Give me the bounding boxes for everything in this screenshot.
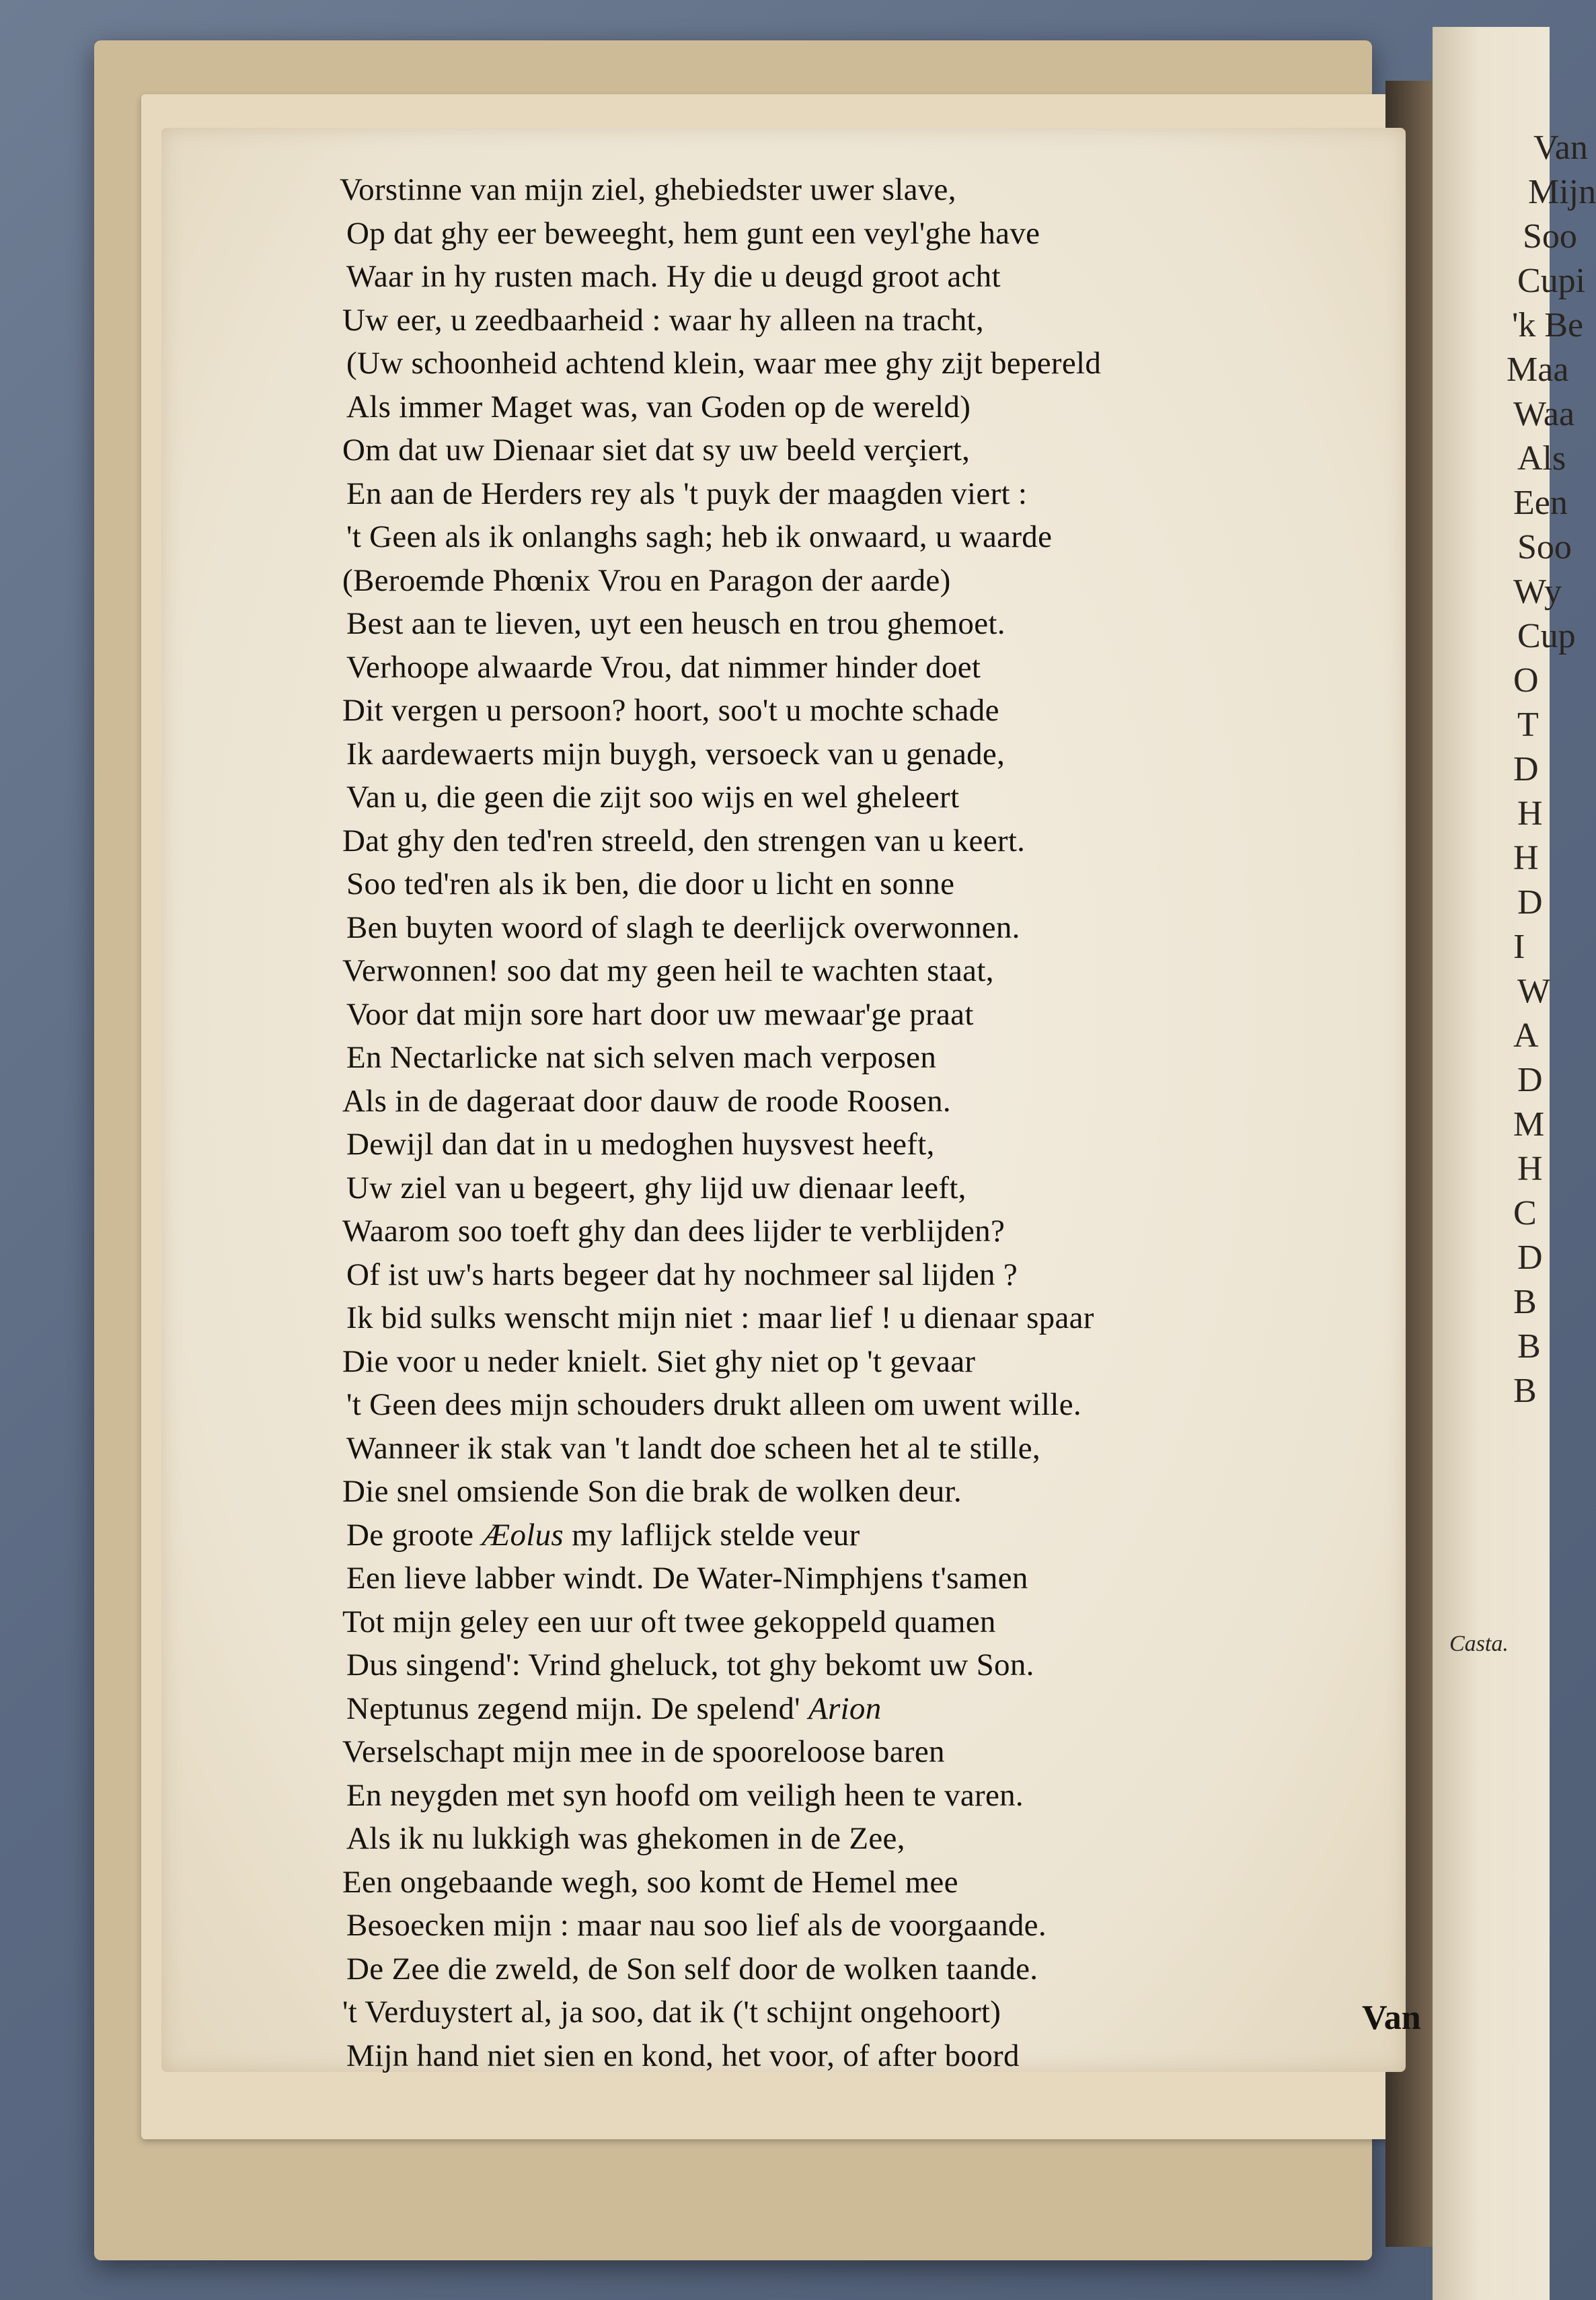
verse-line: De Zee die zweld, de Son self door de wolken taande.: [346, 1951, 1038, 1987]
facing-page-fragment: T: [1517, 706, 1539, 744]
facing-page-fragment: O: [1513, 661, 1539, 700]
facing-page-fragment: Van: [1533, 128, 1588, 167]
verse-line: Ik bid sulks wenscht mijn niet : maar lief ! u dienaar spaar: [346, 1300, 1094, 1335]
verse-line: 't Verduystert al, ja soo, dat ik ('t schijnt ongehoort): [342, 1995, 1001, 2030]
facing-page-fragment: Cup: [1517, 617, 1576, 655]
facing-page-fragment: M: [1513, 1105, 1545, 1144]
facing-page-fragment: H: [1513, 839, 1539, 877]
verse-line: Uw ziel van u begeert, ghy lijd uw dienaar leeft,: [346, 1170, 966, 1205]
book-page: [161, 128, 1421, 2073]
verse-line: En aan de Herders rey als 't puyk der maagden viert :: [346, 476, 1028, 511]
verse-line: Als immer Maget was, van Goden op de wereld): [346, 389, 971, 424]
facing-page-fragment: W: [1517, 972, 1551, 1010]
verse-line: Die snel omsiende Son die brak de wolken deur.: [342, 1474, 962, 1509]
facing-page-fragment: Cupi: [1517, 262, 1586, 300]
verse-line: Uw eer, u zeedbaarheid : waar hy alleen na tracht,: [342, 302, 984, 338]
verse-line: Wanneer ik stak van 't landt doe scheen het al te stille,: [346, 1430, 1040, 1466]
verse-line: Of ist uw's harts begeer dat hy nochmeer sal lijden ?: [346, 1257, 1018, 1292]
facing-page-fragment: I: [1513, 928, 1525, 966]
verse-line: Als ik nu lukkigh was ghekomen in de Zee,: [346, 1821, 905, 1856]
facing-page-fragment: Een: [1513, 484, 1568, 522]
poem-text: [340, 168, 1402, 2077]
catchword: Van: [1362, 1999, 1421, 2037]
verse-line: (Beroemde Phœnix Vrou en Paragon der aarde): [342, 562, 951, 598]
verse-line: Vorstinne van mijn ziel, ghebiedster uwer slave,: [340, 172, 956, 207]
facing-page-margin-note: Casta.: [1449, 1631, 1509, 1656]
facing-page-fragment: B: [1513, 1283, 1537, 1321]
verse-line: Waar in hy rusten mach. Hy die u deugd groot acht: [346, 259, 1001, 294]
verse-line: Ik aardewaerts mijn buygh, versoeck van u genade,: [346, 736, 1005, 772]
facing-page-fragment: Soo: [1523, 217, 1577, 256]
verse-line: Neptunus zegend mijn. De spelend' Arion: [346, 1691, 882, 1726]
facing-page-fragment: D: [1517, 1238, 1543, 1277]
verse-line: Dit vergen u persoon? hoort, soo't u mochte schade: [342, 693, 999, 728]
verse-line: Die voor u neder knielt. Siet ghy niet op 't gevaar: [342, 1343, 976, 1379]
verse-line: Waarom soo toeft ghy dan dees lijder te verblijden?: [342, 1214, 1005, 1249]
facing-page-fragment: Als: [1517, 439, 1566, 478]
verse-line: 't Geen als ik onlanghs sagh; heb ik onwaard, u waarde: [346, 519, 1053, 554]
facing-page-fragment: H: [1517, 794, 1543, 833]
facing-page-fragment: Mijn: [1528, 173, 1596, 211]
verse-line: Soo ted'ren als ik ben, die door u licht en sonne: [346, 866, 955, 901]
facing-page-fragment: D: [1513, 750, 1539, 788]
verse-line: Een lieve labber windt. De Water-Nimphjens t'samen: [346, 1561, 1028, 1596]
facing-page-fragment: A: [1513, 1016, 1539, 1055]
facing-page-fragment: Wy: [1513, 572, 1562, 611]
verse-line: Als in de dageraat door dauw de roode Roosen.: [342, 1083, 951, 1119]
facing-page: [1433, 27, 1596, 2300]
facing-page-fragment: C: [1513, 1194, 1537, 1232]
facing-page-fragment: Maa: [1507, 350, 1569, 389]
verse-line: Voor dat mijn sore hart door uw mewaar'ge praat: [346, 996, 974, 1032]
verse-line: En Nectarlicke nat sich selven mach verposen: [346, 1040, 937, 1075]
verse-line: Verhoope alwaarde Vrou, dat nimmer hinder doet: [346, 649, 981, 685]
verse-line: En neygden met syn hoofd om veiligh heen te varen.: [346, 1777, 1024, 1813]
verse-line: Dat ghy den ted'ren streeld, den strengen van u keert.: [342, 823, 1026, 858]
facing-page-fragment: B: [1517, 1327, 1541, 1366]
verse-line: Best aan te lieven, uyt een heusch en trou ghemoet.: [346, 606, 1005, 641]
verse-line: De groote Æolus my laflijck stelde veur: [346, 1517, 860, 1553]
verse-line: Een ongebaande wegh, soo komt de Hemel mee: [342, 1864, 958, 1900]
facing-page-fragment: 'k Be: [1512, 306, 1584, 344]
facing-page-fragment: D: [1517, 883, 1543, 922]
verse-line: Besoecken mijn : maar nau soo lief als de voorgaande.: [346, 1908, 1047, 1943]
verse-line: Van u, die geen die zijt soo wijs en wel gheleert: [346, 780, 960, 815]
facing-page-fragment: H: [1517, 1150, 1543, 1188]
verse-line: Verselschapt mijn mee in de spooreloose baren: [342, 1734, 945, 1769]
verse-line: Dus singend': Vrind gheluck, tot ghy bekomt uw Son.: [346, 1647, 1034, 1682]
verse-line: (Uw schoonheid achtend klein, waar mee ghy zijt bepereld: [346, 346, 1102, 381]
verse-line: 't Geen dees mijn schouders drukt alleen om uwent wille.: [346, 1387, 1081, 1422]
verse-line: Mijn hand niet sien en kond, het voor, of after boord: [346, 2038, 1020, 2073]
verse-line: Op dat ghy eer beweeght, hem gunt een veyl'ghe have: [346, 215, 1040, 251]
verse-line: Ben buyten woord of slagh te deerlijck overwonnen.: [346, 910, 1020, 945]
facing-page-fragment: D: [1517, 1061, 1543, 1099]
facing-page-fragment: B: [1513, 1372, 1537, 1410]
facing-page-fragment: Soo: [1517, 528, 1572, 566]
verse-line: Dewijl dan dat in u medoghen huysvest heeft,: [346, 1127, 935, 1162]
facing-page-fragment: Waa: [1513, 395, 1575, 433]
verse-line: Tot mijn geley een uur oft twee gekoppeld quamen: [342, 1604, 996, 1639]
verse-line: Verwonnen! soo dat my geen heil te wachten staat,: [342, 953, 994, 988]
verse-line: Om dat uw Dienaar siet dat sy uw beeld verçiert,: [342, 433, 971, 468]
